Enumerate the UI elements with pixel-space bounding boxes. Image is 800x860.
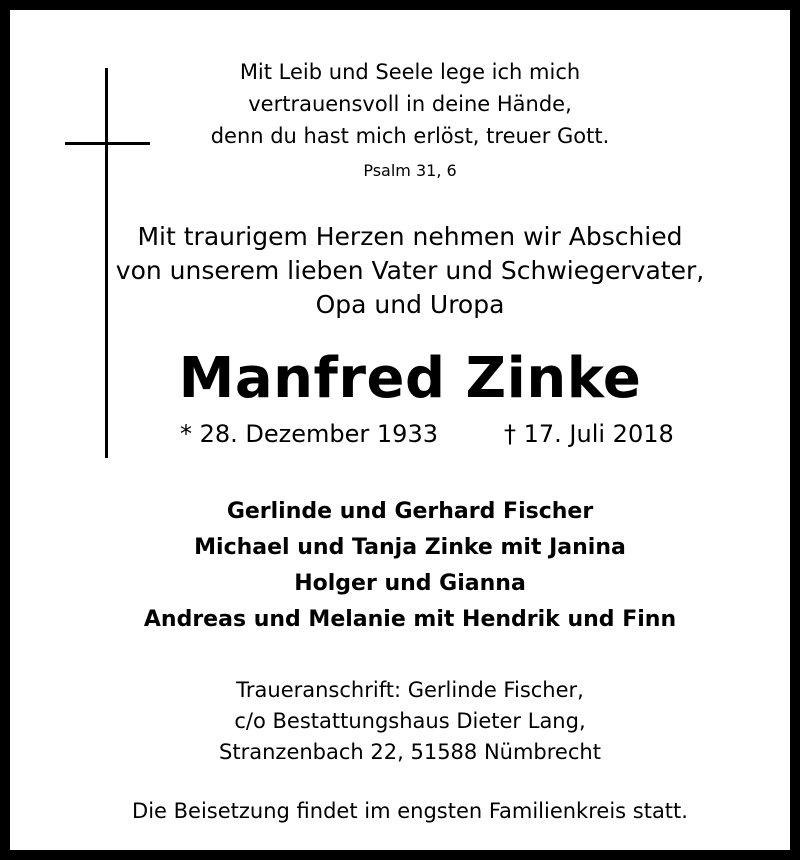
mourner-line: Michael und Tanja Zinke mit Janina — [194, 535, 626, 560]
verse-line: denn du hast mich erlöst, treuer Gott. — [210, 124, 610, 148]
intro-line: von unserem lieben Vater und Schwiegervater, — [115, 256, 705, 285]
birth-date: * 28. Dezember 1933 — [180, 420, 438, 448]
burial-notice-text: Die Beisetzung findet im engsten Familienkreis statt. — [132, 799, 688, 823]
farewell-intro — [10, 220, 800, 322]
deceased-name — [10, 344, 800, 414]
address-line: c/o Bestattungshaus Dieter Lang, — [234, 709, 586, 733]
mourner-line: Gerlinde und Gerhard Fischer — [226, 499, 594, 524]
psalm-reference: Psalm 31, 6 — [363, 161, 457, 180]
intro-line: Opa und Uropa — [315, 290, 505, 319]
verse-line: Mit Leib und Seele lege ich mich — [239, 60, 581, 84]
address-line: Traueranschrift: Gerlinde Fischer, — [236, 678, 584, 702]
mourner-line: Andreas und Melanie mit Hendrik und Finn — [143, 607, 677, 632]
mourner-line: Holger und Gianna — [294, 571, 526, 596]
address-line: Stranzenbach 22, 51588 Nümbrecht — [219, 740, 601, 764]
burial-notice — [10, 796, 800, 826]
bible-verse — [10, 56, 800, 152]
mourning-address — [10, 675, 800, 768]
verse-reference — [10, 160, 800, 182]
death-date: † 17. Juli 2018 — [504, 420, 674, 448]
verse-line: vertrauensvoll in deine Hände, — [248, 92, 572, 116]
life-dates — [10, 416, 800, 452]
mourners-list — [10, 494, 800, 638]
intro-line: Mit traurigem Herzen nehmen wir Abschied — [137, 222, 683, 251]
deceased-name-text: Manfred Zinke — [178, 346, 642, 411]
